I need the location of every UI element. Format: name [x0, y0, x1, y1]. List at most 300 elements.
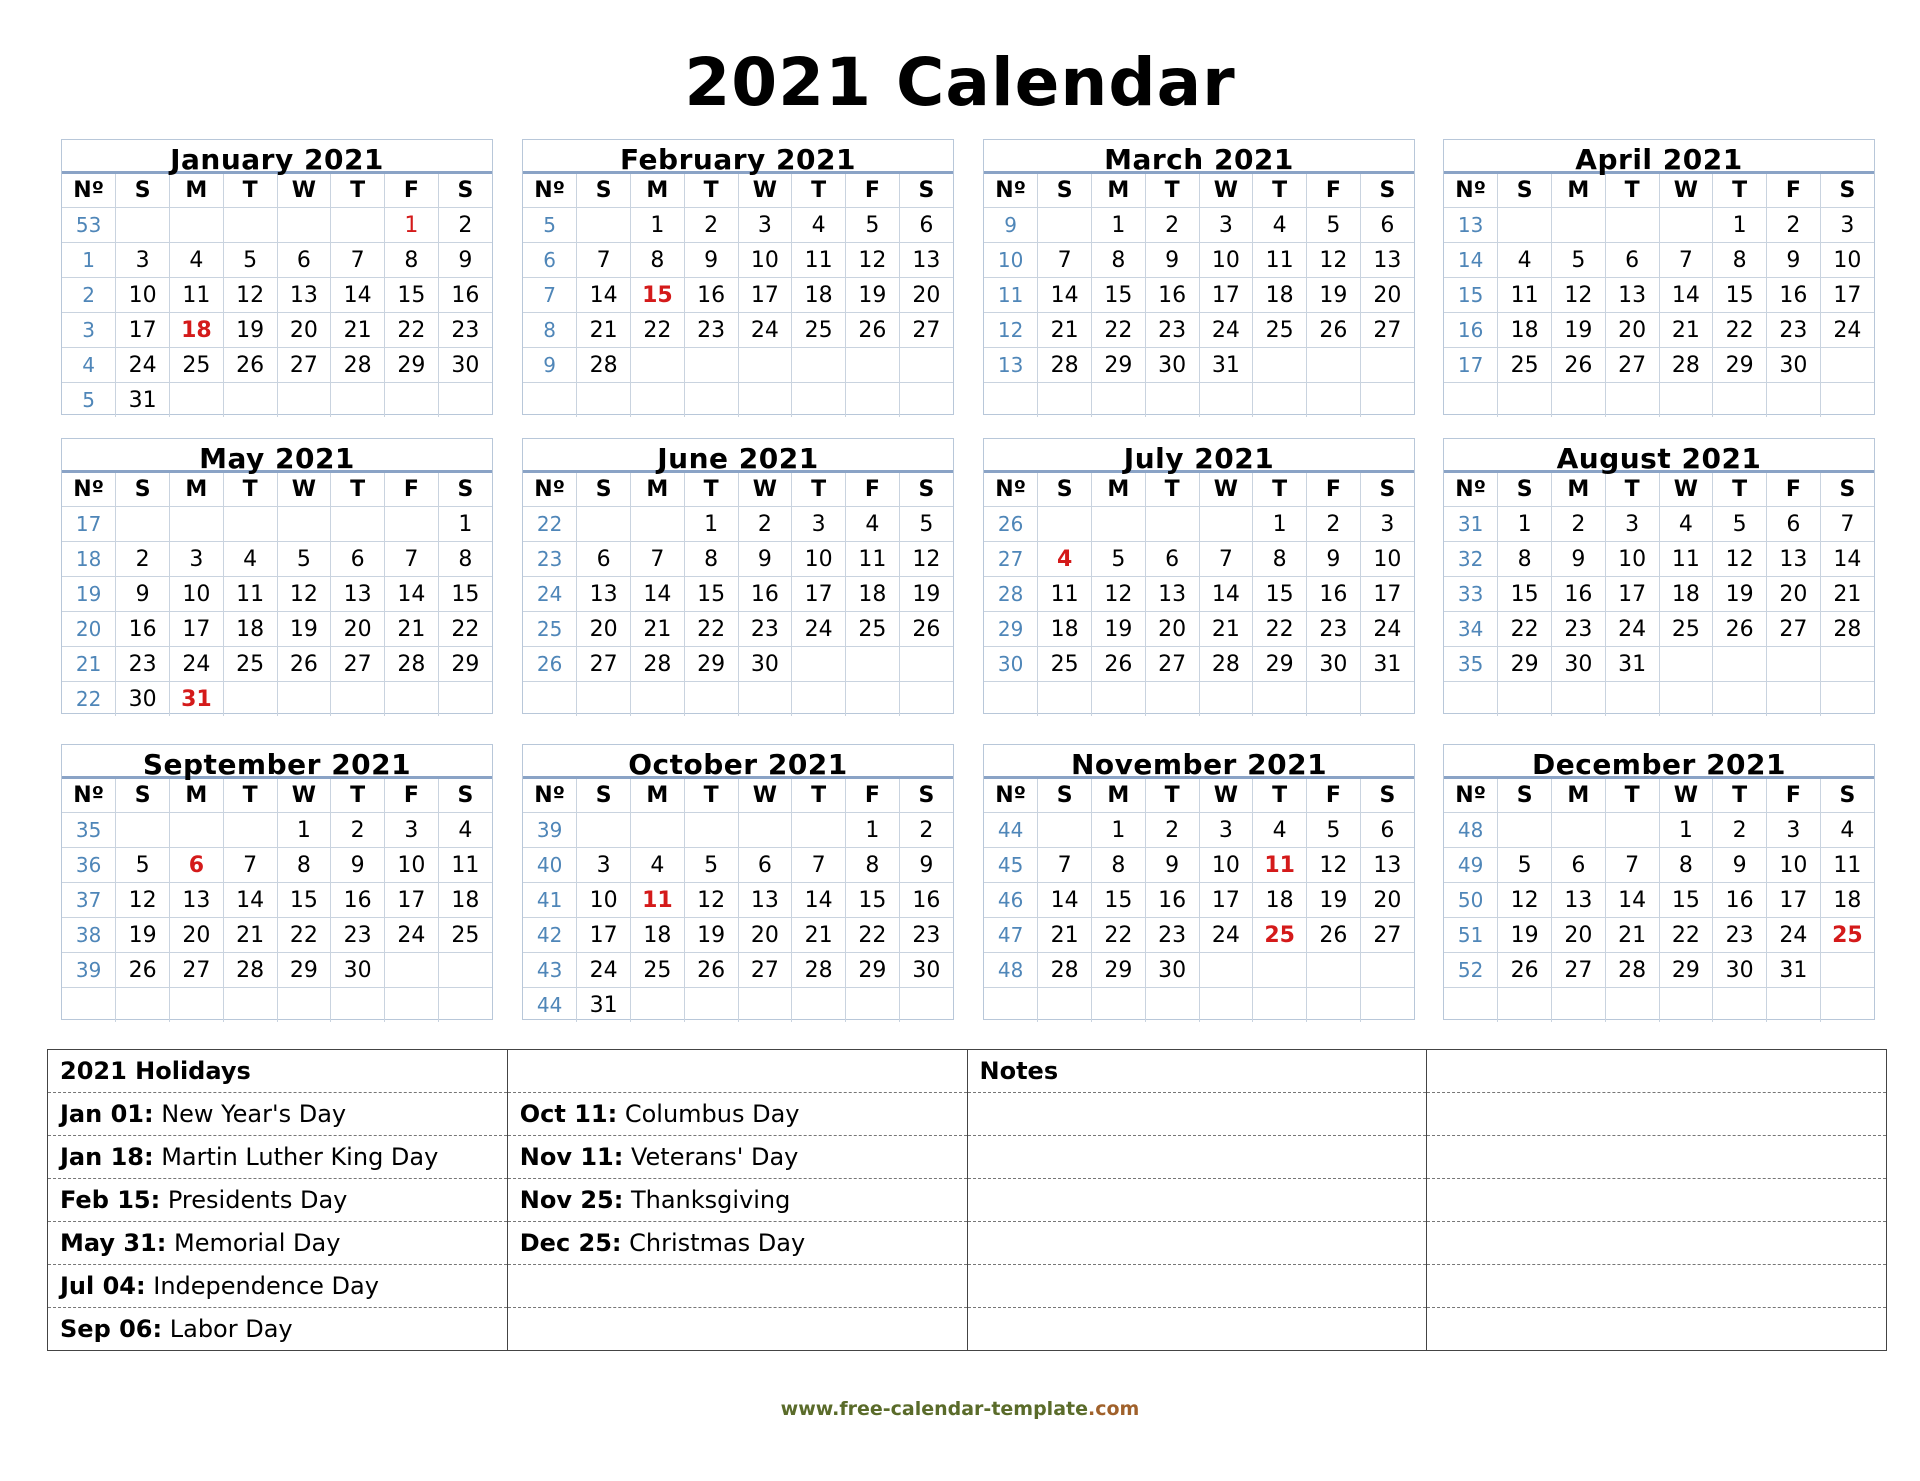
week-number: 44 — [984, 813, 1038, 848]
day-cell — [1092, 507, 1146, 542]
weekday-header: S — [899, 779, 953, 813]
month-title: April 2021 — [1444, 140, 1874, 174]
day-cell: 31 — [1767, 953, 1821, 988]
weekday-header: W — [738, 174, 792, 208]
week-number: 53 — [62, 208, 116, 243]
week-number: 2 — [62, 278, 116, 313]
day-cell: 1 — [1713, 208, 1767, 243]
day-cell: 20 — [1145, 612, 1199, 647]
holiday-name: Independence Day — [153, 1272, 379, 1300]
notes-cell[interactable] — [1427, 1179, 1887, 1222]
day-cell: 26 — [899, 612, 953, 647]
day-cell: 29 — [1092, 348, 1146, 383]
day-cell — [438, 988, 492, 1023]
week-number: 5 — [62, 383, 116, 418]
day-cell: 17 — [792, 577, 846, 612]
day-cell: 25 — [846, 612, 900, 647]
weekday-header: T — [684, 473, 738, 507]
day-cell: 12 — [684, 883, 738, 918]
day-cell — [1038, 208, 1092, 243]
weekday-header: W — [1659, 779, 1713, 813]
day-cell: 17 — [577, 918, 631, 953]
weekday-header: S — [1038, 779, 1092, 813]
empty-cell — [507, 1308, 967, 1351]
holiday-name: Martin Luther King Day — [161, 1143, 439, 1171]
day-cell — [631, 682, 685, 717]
day-cell: 13 — [899, 243, 953, 278]
day-cell: 16 — [684, 278, 738, 313]
day-cell: 8 — [846, 848, 900, 883]
day-cell — [684, 682, 738, 717]
day-cell — [631, 813, 685, 848]
week-row — [523, 348, 953, 383]
holiday-date: Dec 25: — [519, 1229, 622, 1257]
weekday-header: W — [1199, 174, 1253, 208]
holiday-entry — [48, 1093, 508, 1136]
day-cell: 24 — [1360, 612, 1414, 647]
day-cell: 21 — [1659, 313, 1713, 348]
day-cell: 7 — [223, 848, 277, 883]
day-cell: 11 — [1253, 243, 1307, 278]
day-cell — [1199, 988, 1253, 1023]
day-cell: 5 — [1307, 813, 1361, 848]
day-cell: 25 — [1253, 313, 1307, 348]
day-cell: 1 — [1498, 507, 1552, 542]
week-number: 11 — [984, 278, 1038, 313]
week-number: 45 — [984, 848, 1038, 883]
week-number: 35 — [1444, 647, 1498, 682]
month-calendar — [983, 744, 1415, 1020]
day-cell: 22 — [684, 612, 738, 647]
notes-cell[interactable] — [967, 1136, 1427, 1179]
day-cell — [1253, 682, 1307, 717]
week-row — [1444, 612, 1874, 647]
holiday-date: Sep 06: — [60, 1315, 163, 1343]
day-cell — [1605, 988, 1659, 1023]
day-cell: 14 — [1605, 883, 1659, 918]
day-cell: 15 — [846, 883, 900, 918]
day-cell — [331, 383, 385, 418]
day-cell: 19 — [899, 577, 953, 612]
weekday-header: S — [577, 174, 631, 208]
day-cell: 2 — [1713, 813, 1767, 848]
week-row — [523, 612, 953, 647]
day-cell: 9 — [1552, 542, 1606, 577]
holiday-day-cell: 11 — [631, 883, 685, 918]
day-cell: 12 — [277, 577, 331, 612]
month-calendar — [983, 139, 1415, 415]
holiday-name: Veterans' Day — [630, 1143, 799, 1171]
month-title: February 2021 — [523, 140, 953, 174]
holiday-row — [48, 1093, 1887, 1136]
holiday-date: Feb 15: — [60, 1186, 161, 1214]
day-cell: 3 — [385, 813, 439, 848]
holiday-date: Nov 11: — [519, 1143, 624, 1171]
day-cell — [577, 813, 631, 848]
day-cell: 22 — [1092, 918, 1146, 953]
day-cell: 23 — [438, 313, 492, 348]
day-cell — [385, 988, 439, 1023]
month-title: May 2021 — [62, 439, 492, 473]
notes-cell[interactable] — [967, 1222, 1427, 1265]
day-cell: 10 — [1199, 848, 1253, 883]
day-cell: 19 — [1498, 918, 1552, 953]
weekday-header: T — [1253, 174, 1307, 208]
day-cell: 26 — [116, 953, 170, 988]
week-row — [984, 243, 1414, 278]
day-cell — [577, 682, 631, 717]
holiday-entry — [507, 1093, 967, 1136]
weekday-header: M — [1092, 174, 1146, 208]
day-cell — [1820, 682, 1874, 717]
day-cell: 11 — [223, 577, 277, 612]
day-cell — [631, 507, 685, 542]
week-number-header: Nº — [523, 174, 577, 208]
day-cell: 9 — [438, 243, 492, 278]
weekday-header: F — [846, 174, 900, 208]
day-cell: 29 — [684, 647, 738, 682]
day-cell: 30 — [438, 348, 492, 383]
week-number — [1444, 988, 1498, 1023]
week-number-header: Nº — [62, 473, 116, 507]
day-cell: 17 — [1360, 577, 1414, 612]
notes-cell[interactable] — [967, 1308, 1427, 1351]
week-number: 22 — [62, 682, 116, 717]
day-cell: 8 — [684, 542, 738, 577]
day-cell — [385, 953, 439, 988]
day-cell — [1307, 348, 1361, 383]
holiday-day-cell: 11 — [1253, 848, 1307, 883]
week-row — [523, 383, 953, 418]
day-cell: 30 — [738, 647, 792, 682]
day-cell: 23 — [899, 918, 953, 953]
day-cell — [792, 988, 846, 1023]
week-row — [523, 953, 953, 988]
notes-cell[interactable] — [1427, 1093, 1887, 1136]
week-row — [62, 208, 492, 243]
weekday-header: W — [738, 779, 792, 813]
day-cell: 3 — [1820, 208, 1874, 243]
day-cell — [1038, 682, 1092, 717]
day-cell: 4 — [170, 243, 224, 278]
week-number: 22 — [523, 507, 577, 542]
day-cell: 27 — [1360, 918, 1414, 953]
day-cell — [1659, 988, 1713, 1023]
week-number: 52 — [1444, 953, 1498, 988]
day-cell: 22 — [1253, 612, 1307, 647]
weekday-header: W — [277, 174, 331, 208]
day-cell — [1307, 383, 1361, 418]
holiday-date: Jan 18: — [60, 1143, 154, 1171]
day-cell: 9 — [738, 542, 792, 577]
week-row — [1444, 278, 1874, 313]
notes-cell[interactable] — [1427, 1265, 1887, 1308]
day-cell — [223, 813, 277, 848]
weekday-header: S — [1038, 473, 1092, 507]
month-calendar — [983, 438, 1415, 714]
day-cell: 9 — [1145, 848, 1199, 883]
day-cell: 22 — [438, 612, 492, 647]
day-cell — [1145, 507, 1199, 542]
day-cell: 31 — [1199, 348, 1253, 383]
day-cell — [116, 813, 170, 848]
notes-cell[interactable] — [1427, 1136, 1887, 1179]
day-cell: 24 — [792, 612, 846, 647]
day-cell — [1307, 953, 1361, 988]
month-calendar — [1443, 139, 1875, 415]
day-cell: 24 — [1199, 918, 1253, 953]
day-cell — [684, 348, 738, 383]
day-cell: 28 — [1038, 348, 1092, 383]
day-cell — [1767, 988, 1821, 1023]
week-number: 16 — [1444, 313, 1498, 348]
day-cell: 2 — [116, 542, 170, 577]
weekday-header: F — [1767, 779, 1821, 813]
week-row — [1444, 208, 1874, 243]
day-cell: 24 — [1605, 612, 1659, 647]
day-cell: 7 — [1038, 243, 1092, 278]
weekday-header: F — [846, 473, 900, 507]
day-cell: 17 — [1767, 883, 1821, 918]
day-cell — [1498, 988, 1552, 1023]
month-calendar — [61, 438, 493, 714]
week-row — [523, 278, 953, 313]
weekday-header: S — [116, 779, 170, 813]
day-cell: 30 — [1145, 348, 1199, 383]
day-cell: 6 — [1360, 208, 1414, 243]
day-cell: 23 — [1307, 612, 1361, 647]
day-cell: 28 — [631, 647, 685, 682]
day-cell — [1659, 647, 1713, 682]
day-cell: 21 — [577, 313, 631, 348]
week-row — [984, 848, 1414, 883]
week-number — [984, 988, 1038, 1023]
day-cell: 27 — [899, 313, 953, 348]
day-cell: 12 — [1713, 542, 1767, 577]
page-title: 2021 Calendar — [684, 44, 1236, 121]
day-cell: 14 — [1038, 278, 1092, 313]
week-number: 31 — [1444, 507, 1498, 542]
week-number: 20 — [62, 612, 116, 647]
week-number-header: Nº — [62, 174, 116, 208]
day-cell — [1360, 348, 1414, 383]
day-cell: 1 — [631, 208, 685, 243]
day-cell — [1820, 647, 1874, 682]
week-row — [984, 647, 1414, 682]
week-row — [984, 348, 1414, 383]
day-cell: 2 — [1767, 208, 1821, 243]
week-row — [984, 612, 1414, 647]
day-cell — [1659, 383, 1713, 418]
weekday-header: T — [1253, 779, 1307, 813]
day-cell: 6 — [577, 542, 631, 577]
day-cell: 28 — [1199, 647, 1253, 682]
empty-cell — [507, 1265, 967, 1308]
day-cell: 15 — [1092, 883, 1146, 918]
month-title: August 2021 — [1444, 439, 1874, 473]
day-cell: 30 — [331, 953, 385, 988]
weekday-header: M — [1552, 174, 1606, 208]
day-cell: 25 — [1659, 612, 1713, 647]
day-cell: 1 — [1253, 507, 1307, 542]
day-cell: 19 — [1713, 577, 1767, 612]
day-cell — [1498, 208, 1552, 243]
month-grid — [62, 473, 492, 716]
week-row — [1444, 542, 1874, 577]
day-cell: 2 — [738, 507, 792, 542]
holiday-entry — [48, 1179, 508, 1222]
month-calendar — [1443, 438, 1875, 714]
day-cell: 10 — [1820, 243, 1874, 278]
day-cell — [792, 383, 846, 418]
week-number: 41 — [523, 883, 577, 918]
day-cell: 12 — [1092, 577, 1146, 612]
week-row — [523, 918, 953, 953]
day-cell: 18 — [438, 883, 492, 918]
weekday-header: S — [1360, 473, 1414, 507]
week-row — [984, 313, 1414, 348]
day-cell — [170, 383, 224, 418]
day-cell: 29 — [846, 953, 900, 988]
day-cell: 12 — [116, 883, 170, 918]
week-row — [523, 243, 953, 278]
month-grid — [523, 174, 953, 417]
month-grid — [1444, 174, 1874, 417]
week-number: 3 — [62, 313, 116, 348]
month-grid — [523, 473, 953, 716]
notes-cell[interactable] — [1427, 1308, 1887, 1351]
day-cell: 15 — [1498, 577, 1552, 612]
day-cell — [1659, 682, 1713, 717]
day-cell: 15 — [1713, 278, 1767, 313]
day-cell: 11 — [1820, 848, 1874, 883]
week-number: 15 — [1444, 278, 1498, 313]
day-cell — [1552, 682, 1606, 717]
week-row — [1444, 813, 1874, 848]
day-cell — [1767, 647, 1821, 682]
notes-cell[interactable] — [967, 1093, 1427, 1136]
notes-cell[interactable] — [1427, 1050, 1887, 1093]
week-row — [984, 208, 1414, 243]
day-cell — [684, 988, 738, 1023]
day-cell: 2 — [1307, 507, 1361, 542]
day-cell — [577, 383, 631, 418]
day-cell: 22 — [1092, 313, 1146, 348]
day-cell — [1552, 208, 1606, 243]
weekday-header: F — [846, 779, 900, 813]
week-number-header: Nº — [1444, 473, 1498, 507]
week-row — [62, 813, 492, 848]
day-cell: 3 — [116, 243, 170, 278]
day-cell — [170, 988, 224, 1023]
day-cell — [684, 813, 738, 848]
day-cell — [331, 682, 385, 717]
month-title: December 2021 — [1444, 745, 1874, 779]
weekday-header: F — [385, 174, 439, 208]
day-cell: 10 — [170, 577, 224, 612]
day-cell: 20 — [170, 918, 224, 953]
week-row — [523, 988, 953, 1023]
day-cell: 28 — [223, 953, 277, 988]
day-cell — [738, 348, 792, 383]
day-cell: 22 — [1659, 918, 1713, 953]
weekday-header: F — [385, 473, 439, 507]
day-cell: 3 — [1199, 208, 1253, 243]
day-cell: 7 — [1659, 243, 1713, 278]
week-number: 6 — [523, 243, 577, 278]
holiday-row — [48, 1222, 1887, 1265]
day-cell: 26 — [1498, 953, 1552, 988]
week-number: 37 — [62, 883, 116, 918]
day-cell: 13 — [1767, 542, 1821, 577]
day-cell: 23 — [1145, 313, 1199, 348]
day-cell: 30 — [1552, 647, 1606, 682]
day-cell — [1713, 988, 1767, 1023]
week-number: 25 — [523, 612, 577, 647]
week-number: 8 — [523, 313, 577, 348]
day-cell: 10 — [577, 883, 631, 918]
week-row — [62, 953, 492, 988]
week-row — [523, 507, 953, 542]
day-cell: 31 — [1360, 647, 1414, 682]
day-cell: 10 — [1605, 542, 1659, 577]
day-cell: 17 — [738, 278, 792, 313]
holiday-name: New Year's Day — [161, 1100, 347, 1128]
day-cell: 21 — [1199, 612, 1253, 647]
day-cell — [846, 682, 900, 717]
holiday-date: May 31: — [60, 1229, 167, 1257]
week-row — [984, 918, 1414, 953]
day-cell — [1253, 988, 1307, 1023]
day-cell: 12 — [899, 542, 953, 577]
notes-cell[interactable] — [1427, 1222, 1887, 1265]
weekday-header: T — [1253, 473, 1307, 507]
footer-url[interactable] — [0, 1398, 1920, 1420]
day-cell: 17 — [170, 612, 224, 647]
week-number: 29 — [984, 612, 1038, 647]
week-row — [1444, 383, 1874, 418]
day-cell — [899, 682, 953, 717]
day-cell: 7 — [631, 542, 685, 577]
weekday-header: T — [1145, 473, 1199, 507]
week-row — [984, 682, 1414, 717]
day-cell: 24 — [116, 348, 170, 383]
day-cell: 5 — [223, 243, 277, 278]
day-cell: 6 — [1552, 848, 1606, 883]
week-number: 13 — [984, 348, 1038, 383]
day-cell: 20 — [577, 612, 631, 647]
week-row — [62, 682, 492, 717]
week-row — [62, 348, 492, 383]
day-cell: 29 — [277, 953, 331, 988]
day-cell — [1199, 507, 1253, 542]
weekday-header: T — [792, 473, 846, 507]
notes-cell[interactable] — [967, 1179, 1427, 1222]
day-cell: 13 — [738, 883, 792, 918]
day-cell — [331, 988, 385, 1023]
weekday-header: S — [438, 473, 492, 507]
day-cell: 27 — [170, 953, 224, 988]
holiday-day-cell: 4 — [1038, 542, 1092, 577]
weekday-header: T — [1713, 174, 1767, 208]
day-cell: 12 — [1552, 278, 1606, 313]
day-cell: 5 — [1713, 507, 1767, 542]
day-cell — [1038, 507, 1092, 542]
notes-cell[interactable] — [967, 1265, 1427, 1308]
week-row — [62, 988, 492, 1023]
day-cell — [116, 507, 170, 542]
day-cell — [1498, 682, 1552, 717]
